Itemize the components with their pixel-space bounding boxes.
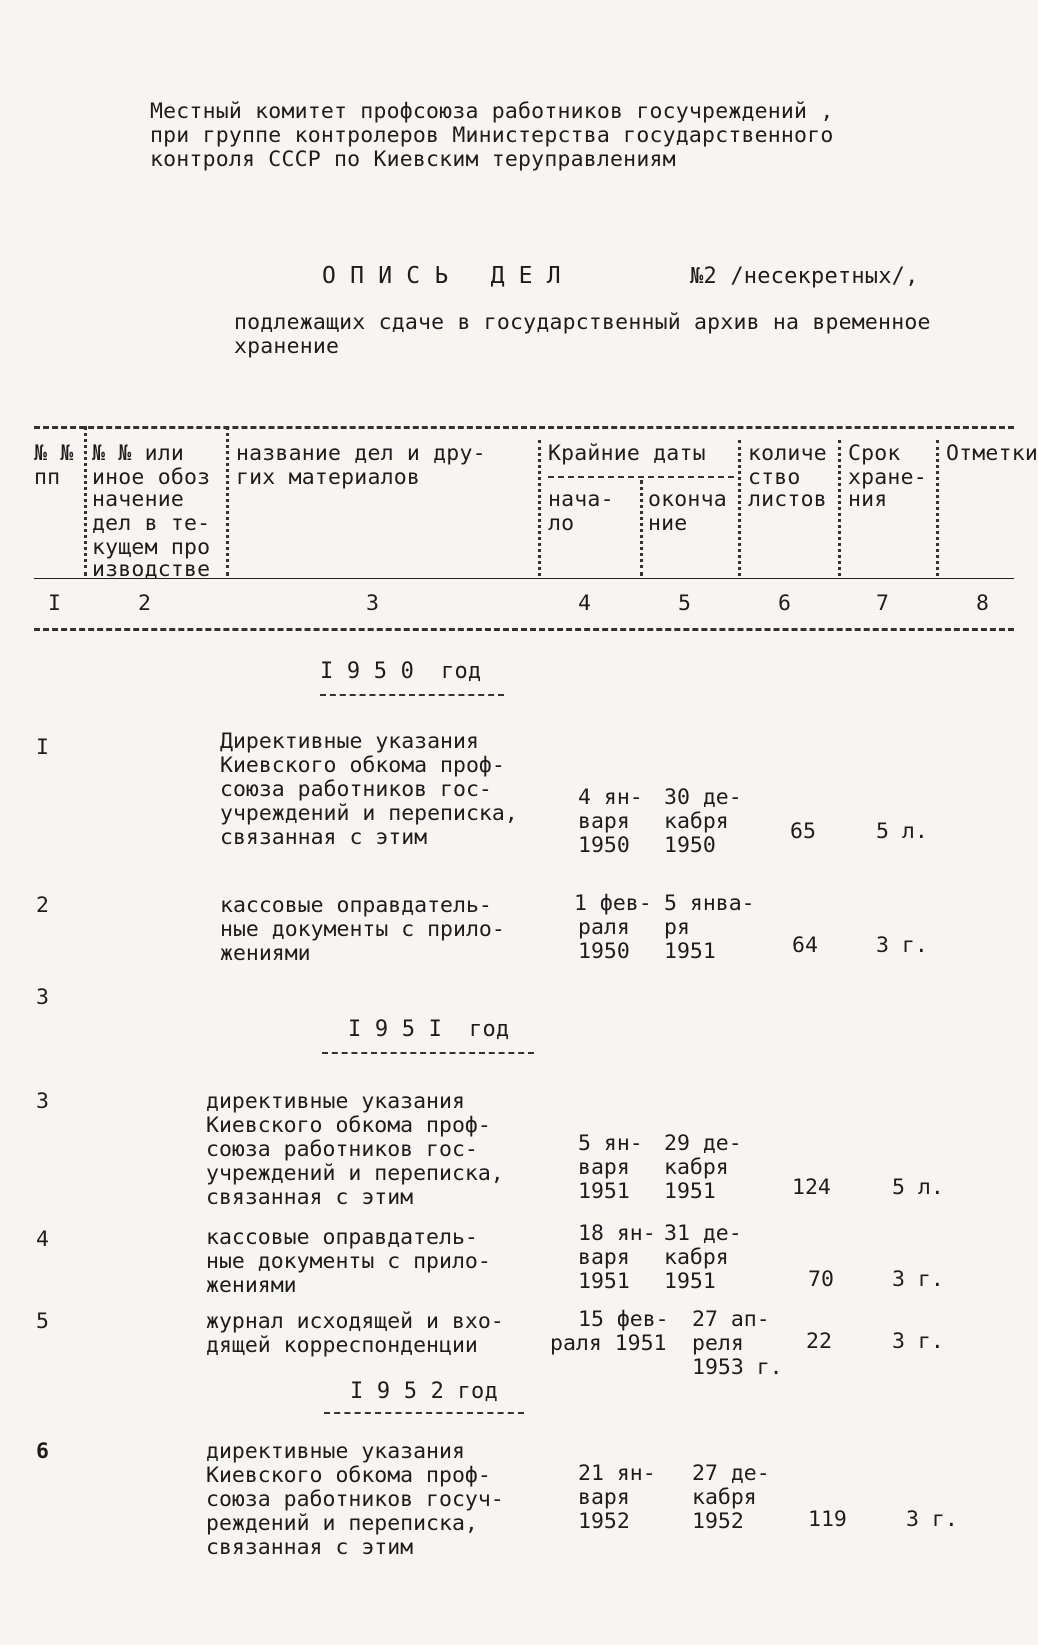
row-5-end-3: 1953 г. (692, 1355, 783, 1380)
row-5-title-2: дящей корреспонденции (206, 1333, 478, 1358)
row-6-title-5: связанная с этим (206, 1535, 414, 1560)
year-rule-1952 (324, 1412, 524, 1414)
row-2-start-2: раля (578, 915, 630, 940)
row-1-end-2: кабря (664, 809, 729, 834)
row-6-start-2: варя (578, 1485, 630, 1510)
hdr-col5-l2: ние (648, 511, 688, 536)
row-1-sheets: 65 (790, 819, 816, 844)
hdr-col8-l1: Отметки (946, 441, 1038, 466)
hdr-col5-l1: оконча (648, 487, 727, 512)
row-2-start-1: 1 фев- (574, 891, 652, 916)
row-2-sheets: 64 (792, 933, 818, 958)
row-3-end-1: 29 де- (664, 1131, 742, 1156)
row-1-title-2: Киевского обкома проф- (220, 753, 505, 778)
row-3-title-3: союза работников гос- (206, 1137, 478, 1162)
row-3-num: 3 (36, 1089, 49, 1114)
colnum-3: 3 (366, 591, 379, 616)
row-3-end-3: 1951 (664, 1179, 716, 1204)
colnum-6: 6 (778, 591, 791, 616)
row-3-title-2: Киевского обкома проф- (206, 1113, 491, 1138)
inventory-subtitle-1: подлежащих сдаче в государственный архив на временное (234, 310, 931, 335)
org-header-line-3: контроля СССР по Киевским теруправлениям (150, 147, 676, 172)
row-4-term: 3 г. (892, 1267, 944, 1292)
row-2-end-1: 5 янва- (664, 891, 755, 916)
row-2-end-2: ря (664, 915, 690, 940)
row-1-start-1: 4 ян- (578, 785, 643, 810)
row-6-term: 3 г. (906, 1507, 958, 1532)
row-3-end-2: кабря (664, 1155, 729, 1180)
row-6-start-1: 21 ян- (578, 1461, 656, 1486)
org-header-line-2: при группе контролеров Министерства государственного (150, 123, 834, 148)
row-1-title-1: Директивные указания (220, 729, 479, 754)
inventory-number: №2 /несекретных/, (690, 264, 919, 289)
row-5-end-1: 27 ап- (692, 1307, 770, 1332)
row-5-sheets: 22 (806, 1329, 832, 1354)
hdr-dates-rule (548, 476, 734, 478)
year-heading-1952: I 9 5 2 год (350, 1379, 498, 1404)
row-4-num: 4 (36, 1227, 49, 1252)
hdr-col7-l2: хране- (848, 465, 927, 490)
trailing-num: 3 (36, 985, 49, 1010)
row-6-title-1: директивные указания (206, 1439, 465, 1464)
row-1-title-4: учреждений и переписка, (220, 801, 518, 826)
hdr-col3-l1: название дел и дру- (236, 441, 486, 466)
row-1-title-5: связанная с этим (220, 825, 428, 850)
row-3-title-5: связанная с этим (206, 1185, 414, 1210)
colnum-bottom-rule (34, 628, 1014, 631)
colnum-2: 2 (138, 591, 151, 616)
row-6-end-1: 27 де- (692, 1461, 770, 1486)
row-2-end-3: 1951 (664, 939, 716, 964)
row-1-title-3: союза работников гос- (220, 777, 492, 802)
row-2-title-2: ные документы с прило- (220, 917, 505, 942)
colnum-5: 5 (678, 591, 691, 616)
row-1-start-3: 1950 (578, 833, 630, 858)
colnum-7: 7 (876, 591, 889, 616)
inventory-title: О П И С Ь Д Е Л (322, 263, 561, 289)
row-5-num: 5 (36, 1309, 49, 1334)
row-3-start-3: 1951 (578, 1179, 630, 1204)
hdr-col2-l2: иное обоз (92, 465, 211, 490)
colnum-4: 4 (578, 591, 591, 616)
row-2-start-3: 1950 (578, 939, 630, 964)
header-bottom-rule (34, 578, 1014, 579)
col-sep-3 (538, 440, 541, 576)
hdr-col2-l5: кущем про (92, 535, 211, 560)
row-4-start-3: 1951 (578, 1269, 630, 1294)
row-3-title-1: директивные указания (206, 1089, 465, 1114)
year-rule-1950 (320, 694, 504, 696)
row-2-title-1: кассовые оправдатель- (220, 893, 492, 918)
row-1-num: I (36, 735, 49, 760)
row-4-end-2: кабря (664, 1245, 729, 1270)
hdr-col2-l1: № № или (92, 441, 185, 466)
row-5-end-2: реля (692, 1331, 744, 1356)
row-4-title-3: жениями (206, 1273, 297, 1298)
hdr-col6-l3: листов (748, 487, 827, 512)
hdr-col3-l2: гих материалов (236, 465, 421, 490)
row-6-num: 6 (36, 1439, 49, 1464)
row-5-title-1: журнал исходящей и вхо- (206, 1309, 504, 1334)
row-6-title-4: реждений и переписка, (206, 1511, 478, 1536)
row-4-title-2: ные документы с прило- (206, 1249, 491, 1274)
hdr-col6-l1: количе (748, 441, 827, 466)
row-1-start-2: варя (578, 809, 630, 834)
row-6-end-3: 1952 (692, 1509, 744, 1534)
col-sep-5 (738, 440, 741, 576)
row-6-sheets: 119 (808, 1507, 847, 1532)
hdr-col4-l2: ло (548, 511, 575, 536)
colnum-1: I (48, 591, 61, 616)
row-3-start-2: варя (578, 1155, 630, 1180)
col-sep-4 (640, 480, 643, 576)
row-6-title-3: союза работников госуч- (206, 1487, 504, 1512)
year-heading-1951: I 9 5 I год (348, 1017, 510, 1042)
row-5-term: 3 г. (892, 1329, 944, 1354)
row-6-end-2: кабря (692, 1485, 757, 1510)
row-2-num: 2 (36, 893, 49, 918)
year-heading-1950: I 9 5 0 год (320, 659, 482, 684)
year-rule-1951 (322, 1052, 534, 1054)
row-1-end-1: 30 де- (664, 785, 742, 810)
hdr-col6-l2: ство (748, 465, 801, 490)
hdr-col7-l3: ния (848, 487, 888, 512)
hdr-col2-l6: изводстве (92, 557, 211, 582)
row-5-start-1: 15 фев- (578, 1307, 669, 1332)
row-2-title-3: жениями (220, 941, 311, 966)
hdr-col1-l2: пп (34, 465, 61, 490)
row-4-start-2: варя (578, 1245, 630, 1270)
hdr-col4-l1: нача- (548, 487, 614, 512)
row-6-start-3: 1952 (578, 1509, 630, 1534)
org-header-line-1: Местный комитет профсоюза работников госучреждений , (150, 99, 834, 124)
inventory-subtitle-2: хранение (234, 334, 340, 359)
row-4-end-1: 31 де- (664, 1221, 742, 1246)
col-sep-1 (84, 426, 87, 576)
col-sep-7 (936, 440, 939, 576)
row-1-end-3: 1950 (664, 833, 716, 858)
hdr-dates: Крайние даты (548, 441, 706, 466)
hdr-col2-l3: начение (92, 487, 185, 512)
row-6-title-2: Киевского обкома проф- (206, 1463, 491, 1488)
row-5-start-2: раля 1951 (550, 1331, 667, 1356)
hdr-col2-l4: дел в те- (92, 511, 211, 536)
row-3-start-1: 5 ян- (578, 1131, 643, 1156)
row-3-sheets: 124 (792, 1175, 831, 1200)
col-sep-6 (838, 440, 841, 576)
row-4-start-1: 18 ян- (578, 1221, 656, 1246)
colnum-8: 8 (976, 591, 989, 616)
row-4-end-3: 1951 (664, 1269, 716, 1294)
row-4-title-1: кассовые оправдатель- (206, 1225, 478, 1250)
hdr-col1-l1: № № (34, 441, 74, 466)
row-4-sheets: 70 (808, 1267, 834, 1292)
hdr-col7-l1: Срок (848, 441, 901, 466)
header-top-rule (34, 426, 1014, 429)
row-3-title-4: учреждений и переписка, (206, 1161, 504, 1186)
row-3-term: 5 л. (892, 1175, 944, 1200)
row-1-term: 5 л. (876, 819, 928, 844)
row-2-term: 3 г. (876, 933, 928, 958)
col-sep-2 (226, 426, 229, 576)
